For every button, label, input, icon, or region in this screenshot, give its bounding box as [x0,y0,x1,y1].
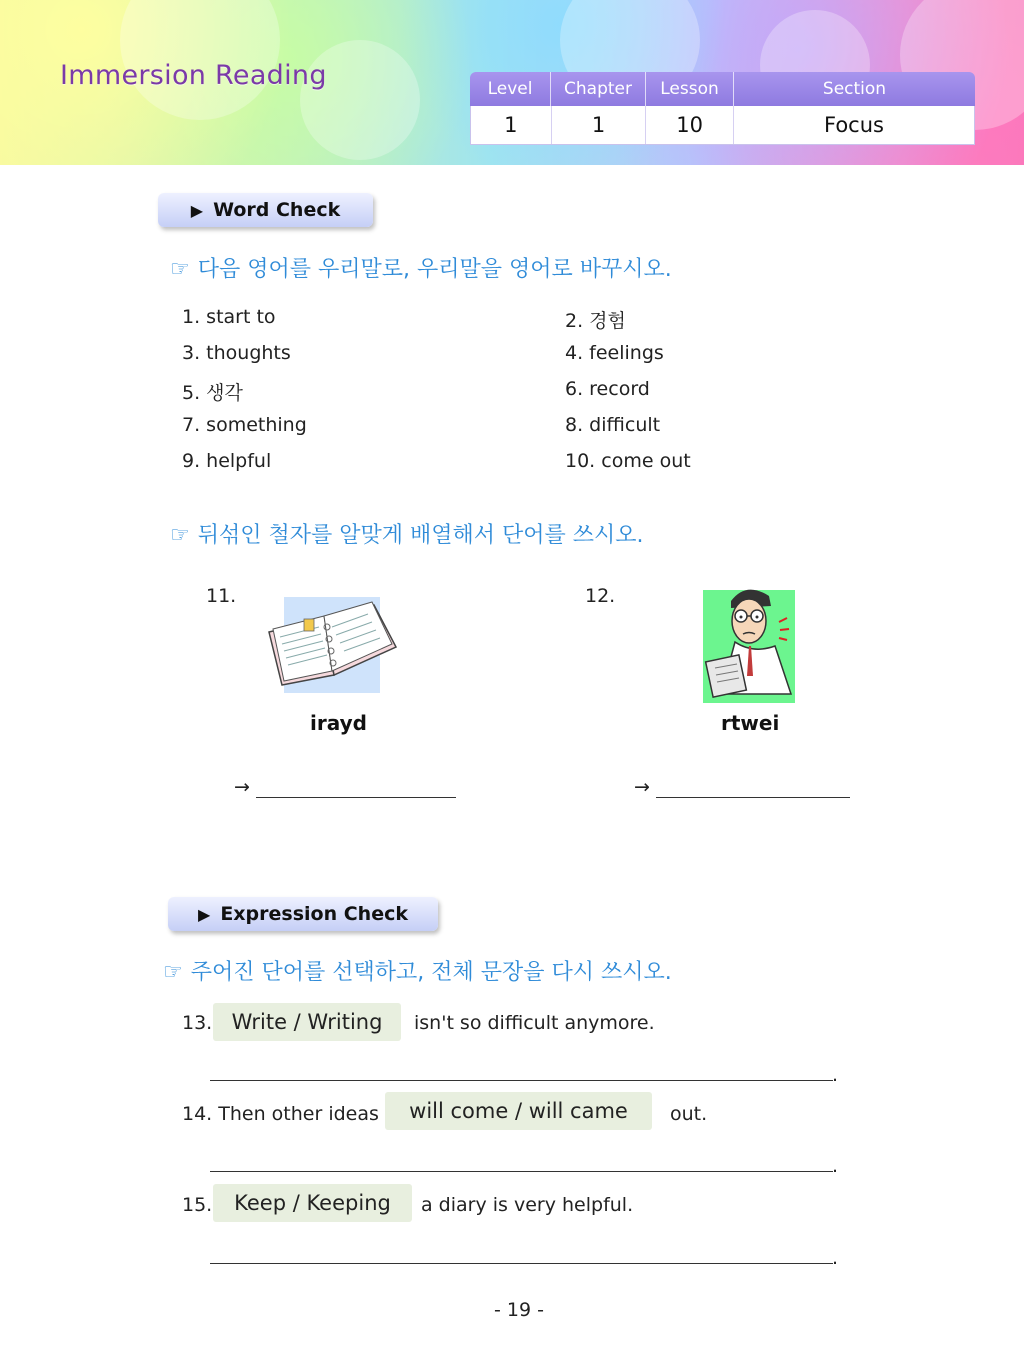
word-choice-box[interactable]: Keep / Keeping [213,1184,412,1222]
vocab-item: 5. 생각 [182,382,243,404]
sentence-text: out. [670,1103,708,1125]
word-check-instruction [170,252,672,283]
word-check-label: Word Check [213,199,341,221]
expression-check-label: Expression Check [220,903,408,925]
word-choice-box[interactable]: will come / will came [385,1092,652,1130]
col-lesson-label: Lesson [645,72,733,106]
chapter-value: 1 [551,106,646,144]
section-value: Focus [733,106,974,144]
lesson-value: 10 [645,106,733,144]
scrambled-word: rtwei [721,711,780,735]
question-number: 15. [182,1194,213,1216]
man-writing-icon [691,576,801,706]
open-book-icon [264,597,404,687]
word-choice-box[interactable]: Write / Writing [213,1003,401,1041]
answer-blank[interactable] [256,777,456,798]
expression-check-tab [168,897,438,931]
pointing-hand-icon: ☞ [170,257,190,282]
line-period: . [832,1155,839,1177]
arrow-right-icon: → [234,776,250,798]
app-title: Immersion Reading [60,60,327,91]
col-level-label: Level [487,79,533,99]
arrow-right-icon: → [634,776,650,798]
col-section-label: Section [733,72,975,106]
decorative-bubble [300,40,420,160]
lesson-info-value-row [470,106,975,145]
question-number: 12. [585,585,616,607]
line-period: . [832,1064,839,1086]
play-arrow-icon: ▶ [198,904,211,924]
word-check-tab [158,193,373,227]
pointing-hand-icon: ☞ [163,960,183,985]
question-number: 11. [206,585,237,607]
sentence-text: 14. Then other ideas [182,1103,379,1125]
vocab-item: 7. something [182,414,307,436]
vocab-item: 6. record [565,378,650,400]
lesson-info-table [470,72,975,145]
instruction-text: 다음 영어를 우리말로, 우리말을 영어로 바꾸시오. [197,257,672,282]
col-chapter-label: Chapter [550,72,645,106]
vocab-item: 10. come out [565,450,691,472]
line-period: . [832,1247,839,1269]
instruction-text: 뒤섞인 철자를 알맞게 배열해서 단어를 쓰시오. [197,523,644,548]
diary-illustration [284,597,380,693]
sentence-text: isn't so difficult anymore. [414,1012,655,1034]
vocab-item: 3. thoughts [182,342,291,364]
answer-blank[interactable] [656,777,850,798]
answer-line [234,776,456,798]
level-value: 1 [504,113,518,137]
lesson-info-header-row [470,72,975,106]
expression-instruction [163,955,672,986]
page-number: - 19 - [494,1299,544,1321]
rewrite-line[interactable] [210,1080,833,1081]
vocab-item: 8. difficult [565,414,661,436]
header-banner [0,0,1024,165]
instruction-text: 주어진 단어를 선택하고, 전체 문장을 다시 쓰시오. [190,960,672,985]
rewrite-line[interactable] [210,1171,833,1172]
writer-illustration [703,590,795,703]
play-arrow-icon: ▶ [190,200,204,220]
vocab-item: 9. helpful [182,450,272,472]
sentence-text: a diary is very helpful. [421,1194,634,1216]
vocab-item: 2. 경험 [565,310,626,332]
rewrite-line[interactable] [210,1263,833,1264]
vocab-item: 4. feelings [565,342,664,364]
scramble-instruction [170,518,643,549]
scrambled-word: irayd [310,711,367,735]
question-number: 13. [182,1012,213,1034]
answer-line [634,776,850,798]
pointing-hand-icon: ☞ [170,523,190,548]
vocab-item: 1. start to [182,306,276,328]
